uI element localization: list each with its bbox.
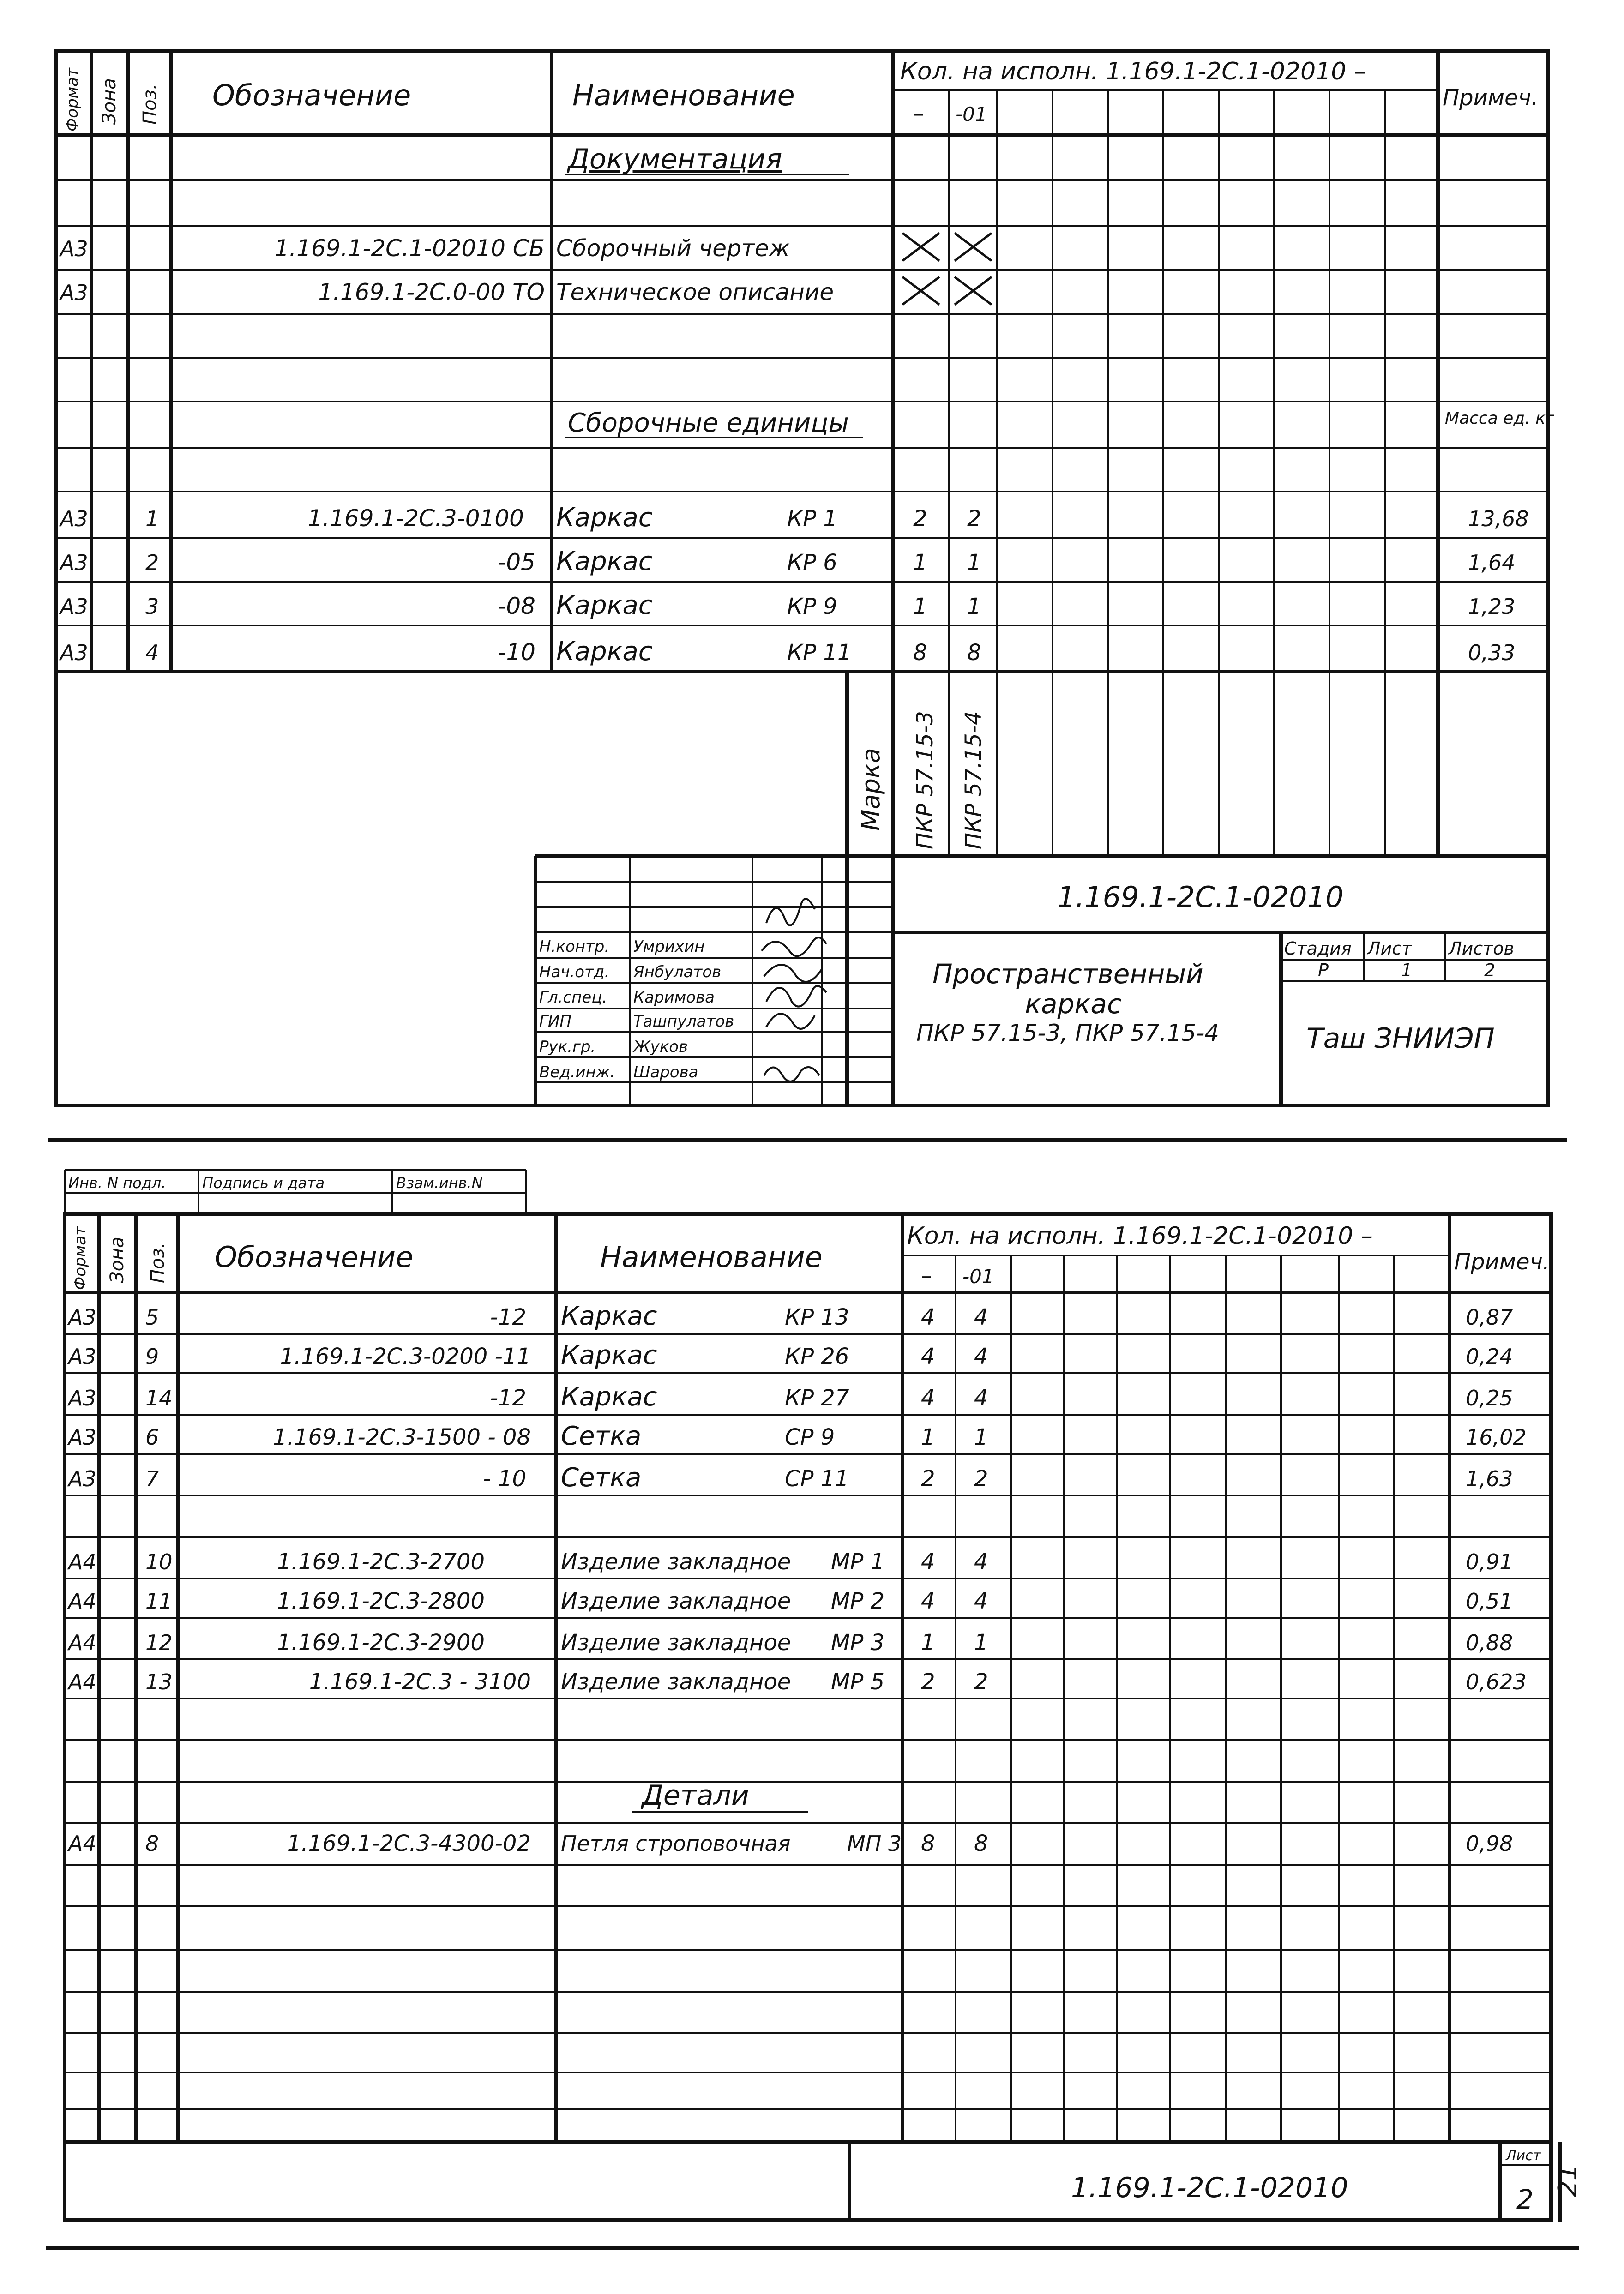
- sheet1-header-qty-col1: –: [913, 101, 924, 126]
- row-name: Изделие закладное: [561, 1630, 791, 1656]
- sheet2-header-zone: Зона: [107, 1237, 128, 1283]
- role-label: Гл.спец.: [539, 988, 607, 1007]
- row-pos: 5: [145, 1305, 159, 1330]
- sheet1-sheet: 1: [1401, 960, 1413, 980]
- role-name: Янбулатов: [633, 963, 722, 981]
- sheet2-header-pos: Поз.: [147, 1242, 168, 1283]
- row-designation: -12: [490, 1385, 526, 1411]
- role-name: Шарова: [633, 1063, 698, 1081]
- row-designation: 1.169.1-2С.3-1500 - 08: [273, 1424, 531, 1450]
- cross-mark-icon: [955, 233, 992, 261]
- sheet1-title-line3: ПКР 57.15-3, ПКР 57.15-4: [916, 1020, 1220, 1046]
- cross-mark-icon: [955, 277, 992, 305]
- row-mark: КР 13: [785, 1304, 849, 1330]
- sheet1-rows: [59, 233, 1529, 667]
- row-note: 0,623: [1466, 1669, 1527, 1694]
- sheet1-sheets-label: Листов: [1449, 938, 1514, 959]
- sheet2-footer-sheet: 2: [1516, 2184, 1534, 2215]
- row-designation: 1.169.1-2С.3-0100: [307, 505, 524, 532]
- row-mark: СР 11: [785, 1466, 849, 1492]
- row-format: A4: [68, 1669, 96, 1694]
- role-name: Каримова: [633, 988, 715, 1007]
- row-qty-1: 2: [921, 1466, 935, 1492]
- row-format: A4: [68, 1831, 96, 1856]
- row-qty-2: 4: [974, 1344, 988, 1369]
- row-name: Каркас: [556, 590, 653, 620]
- row-format: A3: [60, 236, 88, 261]
- row-format: A3: [60, 550, 88, 575]
- row-note: 0,24: [1466, 1344, 1513, 1369]
- row-designation: 1.169.1-2С.3-2700: [277, 1549, 485, 1575]
- row-name: Сборочный чертеж: [556, 235, 790, 262]
- row-pos: 14: [145, 1386, 173, 1411]
- sheet1-stage-label: Стадия: [1284, 938, 1352, 959]
- row-name: Изделие закладное: [561, 1669, 791, 1695]
- row-mark: КР 9: [787, 594, 837, 619]
- row-designation: 1.169.1-2С.0-00 ТО: [318, 279, 545, 306]
- row-format: A3: [68, 1305, 96, 1330]
- sheet-1: [56, 51, 1555, 1105]
- sheet1-header-zone: Зона: [99, 78, 120, 125]
- row-mark: МР 3: [831, 1630, 885, 1656]
- sheet2-header-format: Формат: [71, 1226, 90, 1290]
- row-mark: КР 11: [787, 640, 852, 666]
- row-mark: СР 9: [785, 1424, 835, 1450]
- row-designation: 1.169.1-2С.3 - 3100: [309, 1669, 531, 1695]
- row-format: A3: [60, 640, 88, 665]
- row-qty-1: 4: [921, 1588, 935, 1614]
- row-note: 1,64: [1468, 550, 1516, 575]
- sheet2-header-designation: Обозначение: [215, 1240, 414, 1274]
- row-note: 0,88: [1466, 1630, 1513, 1655]
- row-qty-2: 4: [974, 1549, 988, 1575]
- row-designation: 1.169.1-2С.3-2900: [277, 1630, 485, 1656]
- role-name: Жуков: [633, 1038, 688, 1056]
- sheet1-header-format: Формат: [63, 68, 82, 132]
- row-mark: КР 1: [787, 506, 837, 532]
- row-note: 0,33: [1468, 640, 1516, 665]
- row-qty-2: 8: [967, 640, 981, 666]
- row-name: Техническое описание: [556, 279, 834, 306]
- sheet1-section-documentation: Документация: [568, 143, 782, 175]
- row-name: Петля строповочная: [561, 1831, 791, 1856]
- role-name: Ташпулатов: [633, 1012, 734, 1031]
- row-note: 1,63: [1466, 1466, 1513, 1491]
- row-format: A3: [68, 1344, 96, 1369]
- row-pos: 4: [145, 640, 159, 665]
- row-qty-1: 1: [913, 594, 927, 619]
- sheet2-stamp-label-3: Взам.инв.N: [396, 1174, 483, 1192]
- cross-mark-icon: [902, 277, 939, 305]
- row-designation: - 10: [483, 1466, 526, 1492]
- sheet1-sheet-label: Лист: [1367, 938, 1412, 959]
- row-pos: 9: [145, 1344, 159, 1369]
- sheet1-title-line2: каркас: [1025, 988, 1122, 1020]
- row-note: 0,51: [1466, 1589, 1513, 1614]
- row-pos: 1: [145, 506, 159, 531]
- row-format: A3: [68, 1466, 96, 1491]
- role-label: Нач.отд.: [539, 963, 610, 981]
- row-qty-2: 1: [974, 1630, 988, 1656]
- row-pos: 3: [145, 594, 159, 619]
- row-pos: 10: [145, 1549, 173, 1574]
- row-qty-1: 4: [921, 1549, 935, 1575]
- row-qty-1: 4: [921, 1385, 935, 1411]
- sheet2-stamp-label-2: Подпись и дата: [202, 1174, 325, 1192]
- row-qty-1: 4: [921, 1344, 935, 1369]
- sheet1-marka-label: Марка: [856, 748, 885, 831]
- role-label: Н.контр.: [539, 937, 610, 956]
- sheet2-header-name: Наименование: [600, 1240, 823, 1274]
- role-label: Рук.гр.: [539, 1038, 596, 1056]
- sheet1-header-qty-title: Кол. на исполн. 1.169.1-2С.1-02010 –: [900, 58, 1366, 85]
- role-name: Умрихин: [633, 937, 705, 956]
- row-designation: 1.169.1-2С.3-4300-02: [287, 1831, 531, 1856]
- sheet1-marka-value-1: ПКР 57.15-3: [912, 711, 938, 849]
- role-label: ГИП: [539, 1012, 571, 1031]
- row-format: A4: [68, 1549, 96, 1574]
- sheet2-footer-code: 1.169.1-2С.1-02010: [1071, 2172, 1348, 2204]
- row-name: Сетка: [561, 1463, 642, 1493]
- row-designation: -12: [490, 1304, 526, 1330]
- row-format: A3: [68, 1386, 96, 1411]
- sheet1-stage: Р: [1318, 960, 1329, 980]
- row-format: A3: [60, 506, 88, 531]
- row-designation: 1.169.1-2С.3-0200 -11: [280, 1344, 531, 1369]
- signature-scribbles: [762, 899, 826, 1081]
- sheet1-header-qty-col2: -01: [956, 103, 987, 126]
- row-qty-2: 1: [967, 550, 981, 576]
- row-note: 0,87: [1466, 1305, 1513, 1330]
- sheet2-header-qty-col2: -01: [962, 1265, 994, 1288]
- row-name: Каркас: [561, 1340, 657, 1370]
- sheet1-org: Таш ЗНИИЭП: [1306, 1022, 1495, 1055]
- row-note: 0,25: [1466, 1386, 1513, 1411]
- row-qty-2: 1: [967, 594, 981, 619]
- row-qty-1: 4: [921, 1304, 935, 1330]
- row-mark: МР 5: [831, 1669, 885, 1695]
- row-name: Каркас: [561, 1301, 657, 1331]
- row-note: 0,98: [1466, 1831, 1513, 1856]
- row-qty-1: 1: [921, 1630, 935, 1656]
- row-note: 13,68: [1468, 506, 1529, 531]
- sheet1-section-assemblies: Сборочные единицы: [568, 408, 849, 438]
- sheet2-stamp-label-1: Инв. N подл.: [68, 1174, 166, 1192]
- row-designation: -08: [498, 593, 535, 619]
- row-format: A3: [60, 594, 88, 619]
- row-pos: 6: [145, 1425, 159, 1450]
- row-qty-1: 8: [913, 640, 927, 666]
- row-mark: КР 26: [785, 1344, 849, 1369]
- row-format: A3: [60, 280, 88, 305]
- row-pos: 8: [145, 1831, 159, 1856]
- row-mark: КР 6: [787, 550, 837, 576]
- row-qty-2: 2: [967, 506, 981, 532]
- row-qty-1: 1: [921, 1424, 935, 1450]
- row-name: Сетка: [561, 1421, 642, 1451]
- sheet2-header-qty-col1: –: [921, 1263, 932, 1289]
- row-name: Каркас: [556, 637, 653, 667]
- sheet1-title-line1: Пространственный: [932, 958, 1203, 990]
- row-qty-1: 8: [921, 1831, 935, 1856]
- row-name: Каркас: [561, 1382, 657, 1412]
- row-name: Каркас: [556, 546, 653, 577]
- sheet1-header-pos: Поз.: [139, 84, 161, 125]
- row-name: Изделие закладное: [561, 1588, 791, 1614]
- row-mark: МП 3: [847, 1831, 902, 1856]
- role-label: Вед.инж.: [539, 1063, 615, 1081]
- row-qty-2: 8: [974, 1831, 988, 1856]
- row-note: 1,23: [1468, 594, 1516, 619]
- sheet1-header-note: Примеч.: [1443, 85, 1539, 111]
- row-qty-2: 1: [974, 1424, 988, 1450]
- row-name: Изделие закладное: [561, 1549, 791, 1575]
- sheet1-doc-code: 1.169.1-2С.1-02010: [1057, 880, 1344, 914]
- row-designation: -05: [498, 549, 535, 576]
- row-designation: 1.169.1-2С.1-02010 СБ: [274, 235, 545, 262]
- sheet2-header-qty-title: Кол. на исполн. 1.169.1-2С.1-02010 –: [907, 1222, 1373, 1250]
- row-qty-2: 4: [974, 1385, 988, 1411]
- sheet2-details-heading: Детали: [642, 1779, 749, 1812]
- row-designation: 1.169.1-2С.3-2800: [277, 1588, 485, 1614]
- sheet1-header-designation: Обозначение: [212, 78, 411, 112]
- row-pos: 11: [145, 1589, 173, 1614]
- row-qty-1: 2: [913, 506, 927, 532]
- row-name: Каркас: [556, 503, 653, 533]
- row-note: 16,02: [1466, 1425, 1527, 1450]
- row-qty-1: 2: [921, 1669, 935, 1695]
- row-mark: МР 2: [831, 1588, 885, 1614]
- cross-mark-icon: [902, 233, 939, 261]
- row-qty-2: 2: [974, 1466, 988, 1492]
- sheet1-marka-value-2: ПКР 57.15-4: [961, 711, 986, 849]
- row-designation: -10: [498, 639, 535, 666]
- row-qty-2: 4: [974, 1588, 988, 1614]
- sheet2-footer-sheet-label: Лист: [1506, 2148, 1541, 2164]
- row-pos: 7: [145, 1466, 159, 1491]
- sheet2-detail-row: [67, 1831, 1513, 1856]
- row-mark: МР 1: [831, 1549, 885, 1575]
- sheet2-row-lines: [65, 1334, 1551, 2109]
- row-note: 0,91: [1466, 1549, 1513, 1574]
- sheet2-header-note: Примеч.: [1454, 1249, 1550, 1275]
- row-qty-2: 4: [974, 1304, 988, 1330]
- row-format: A4: [68, 1630, 96, 1655]
- row-qty-1: 1: [913, 550, 927, 576]
- sheet1-mass-note: Масса ед. кг: [1445, 409, 1554, 428]
- sheet1-sheets: 2: [1484, 960, 1496, 980]
- row-mark: КР 27: [785, 1385, 849, 1411]
- row-format: A3: [68, 1425, 96, 1450]
- row-format: A4: [68, 1589, 96, 1614]
- sheet2-side-number: 21: [1553, 2164, 1583, 2197]
- sheet2-rows: [67, 1301, 1527, 1695]
- row-qty-2: 2: [974, 1669, 988, 1695]
- row-pos: 13: [145, 1669, 173, 1694]
- sheet-2: [46, 1170, 1583, 2248]
- row-pos: 12: [145, 1630, 173, 1655]
- sheet1-header-name: Наименование: [572, 78, 795, 112]
- row-pos: 2: [145, 550, 159, 575]
